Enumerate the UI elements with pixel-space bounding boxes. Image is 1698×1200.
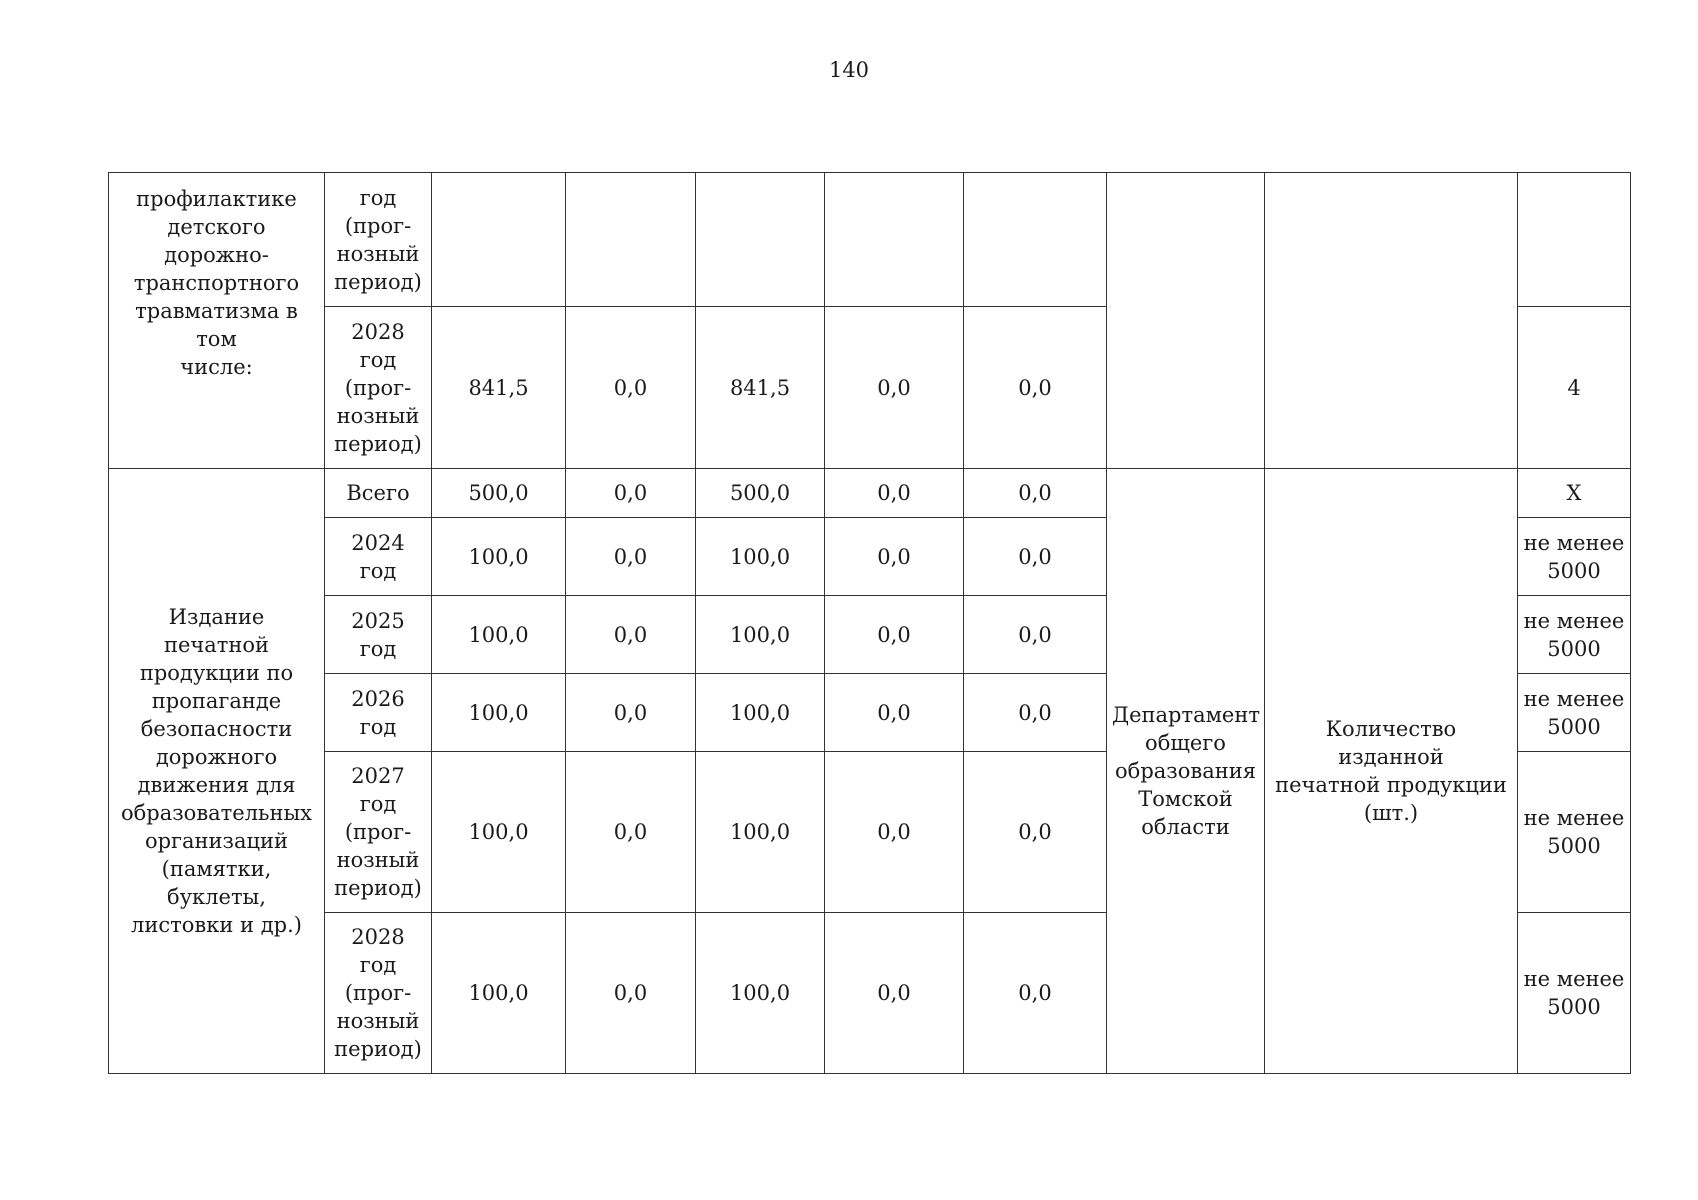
table-row xyxy=(109,173,1631,307)
regional-cell: 500,0 xyxy=(696,469,825,518)
executor-cell xyxy=(1107,173,1265,469)
federal-cell: 0,0 xyxy=(566,913,696,1074)
local-cell xyxy=(825,173,964,307)
local-cell: 0,0 xyxy=(825,307,964,469)
regional-cell: 100,0 xyxy=(696,596,825,674)
other-cell: 0,0 xyxy=(964,518,1107,596)
indicator-value-cell xyxy=(1518,173,1631,307)
indicator-value-cell: Х xyxy=(1518,469,1631,518)
federal-cell: 0,0 xyxy=(566,674,696,752)
regional-cell: 100,0 xyxy=(696,674,825,752)
federal-cell xyxy=(566,173,696,307)
other-cell: 0,0 xyxy=(964,307,1107,469)
measure-description: Издание печатной продукции по пропаганде безопасности дорожного движения для образовательных организаций (памятки, буклеты, листовки и др.) xyxy=(109,469,325,1074)
local-cell: 0,0 xyxy=(825,596,964,674)
period-cell: 2024 год xyxy=(325,518,432,596)
indicator-value-cell: не менее 5000 xyxy=(1518,674,1631,752)
total-cell: 500,0 xyxy=(432,469,566,518)
local-cell: 0,0 xyxy=(825,913,964,1074)
indicator-value-cell: не менее 5000 xyxy=(1518,913,1631,1074)
federal-cell: 0,0 xyxy=(566,596,696,674)
federal-cell: 0,0 xyxy=(566,307,696,469)
other-cell: 0,0 xyxy=(964,674,1107,752)
table-row xyxy=(109,469,1631,518)
measure-description: профилактике детского дорожно- транспортного травматизма в том числе: xyxy=(109,173,325,469)
local-cell: 0,0 xyxy=(825,752,964,913)
federal-cell: 0,0 xyxy=(566,518,696,596)
period-cell: 2026 год xyxy=(325,674,432,752)
period-cell: 2025 год xyxy=(325,596,432,674)
total-cell: 100,0 xyxy=(432,674,566,752)
regional-cell: 100,0 xyxy=(696,752,825,913)
period-cell: год (прог- нозный период) xyxy=(325,173,432,307)
period-cell: 2028 год (прог- нозный период) xyxy=(325,307,432,469)
budget-table xyxy=(108,172,1631,1074)
regional-cell: 100,0 xyxy=(696,518,825,596)
executor-cell: Департамент общего образования Томской области xyxy=(1107,469,1265,1074)
other-cell: 0,0 xyxy=(964,752,1107,913)
indicator-name-cell xyxy=(1265,173,1518,469)
total-cell: 100,0 xyxy=(432,518,566,596)
local-cell: 0,0 xyxy=(825,469,964,518)
other-cell: 0,0 xyxy=(964,913,1107,1074)
total-cell xyxy=(432,173,566,307)
regional-cell: 841,5 xyxy=(696,307,825,469)
local-cell: 0,0 xyxy=(825,518,964,596)
indicator-name-cell: Количество изданной печатной продукции (шт.) xyxy=(1265,469,1518,1074)
indicator-value-cell: 4 xyxy=(1518,307,1631,469)
federal-cell: 0,0 xyxy=(566,469,696,518)
regional-cell: 100,0 xyxy=(696,913,825,1074)
total-cell: 100,0 xyxy=(432,913,566,1074)
period-cell: 2028 год (прог- нозный период) xyxy=(325,913,432,1074)
federal-cell: 0,0 xyxy=(566,752,696,913)
regional-cell xyxy=(696,173,825,307)
other-cell xyxy=(964,173,1107,307)
period-cell: 2027 год (прог- нозный период) xyxy=(325,752,432,913)
total-cell: 100,0 xyxy=(432,596,566,674)
indicator-value-cell: не менее 5000 xyxy=(1518,518,1631,596)
other-cell: 0,0 xyxy=(964,596,1107,674)
total-cell: 841,5 xyxy=(432,307,566,469)
other-cell: 0,0 xyxy=(964,469,1107,518)
total-cell: 100,0 xyxy=(432,752,566,913)
indicator-value-cell: не менее 5000 xyxy=(1518,752,1631,913)
page-number: 140 xyxy=(828,58,870,82)
local-cell: 0,0 xyxy=(825,674,964,752)
period-cell: Всего xyxy=(325,469,432,518)
indicator-value-cell: не менее 5000 xyxy=(1518,596,1631,674)
